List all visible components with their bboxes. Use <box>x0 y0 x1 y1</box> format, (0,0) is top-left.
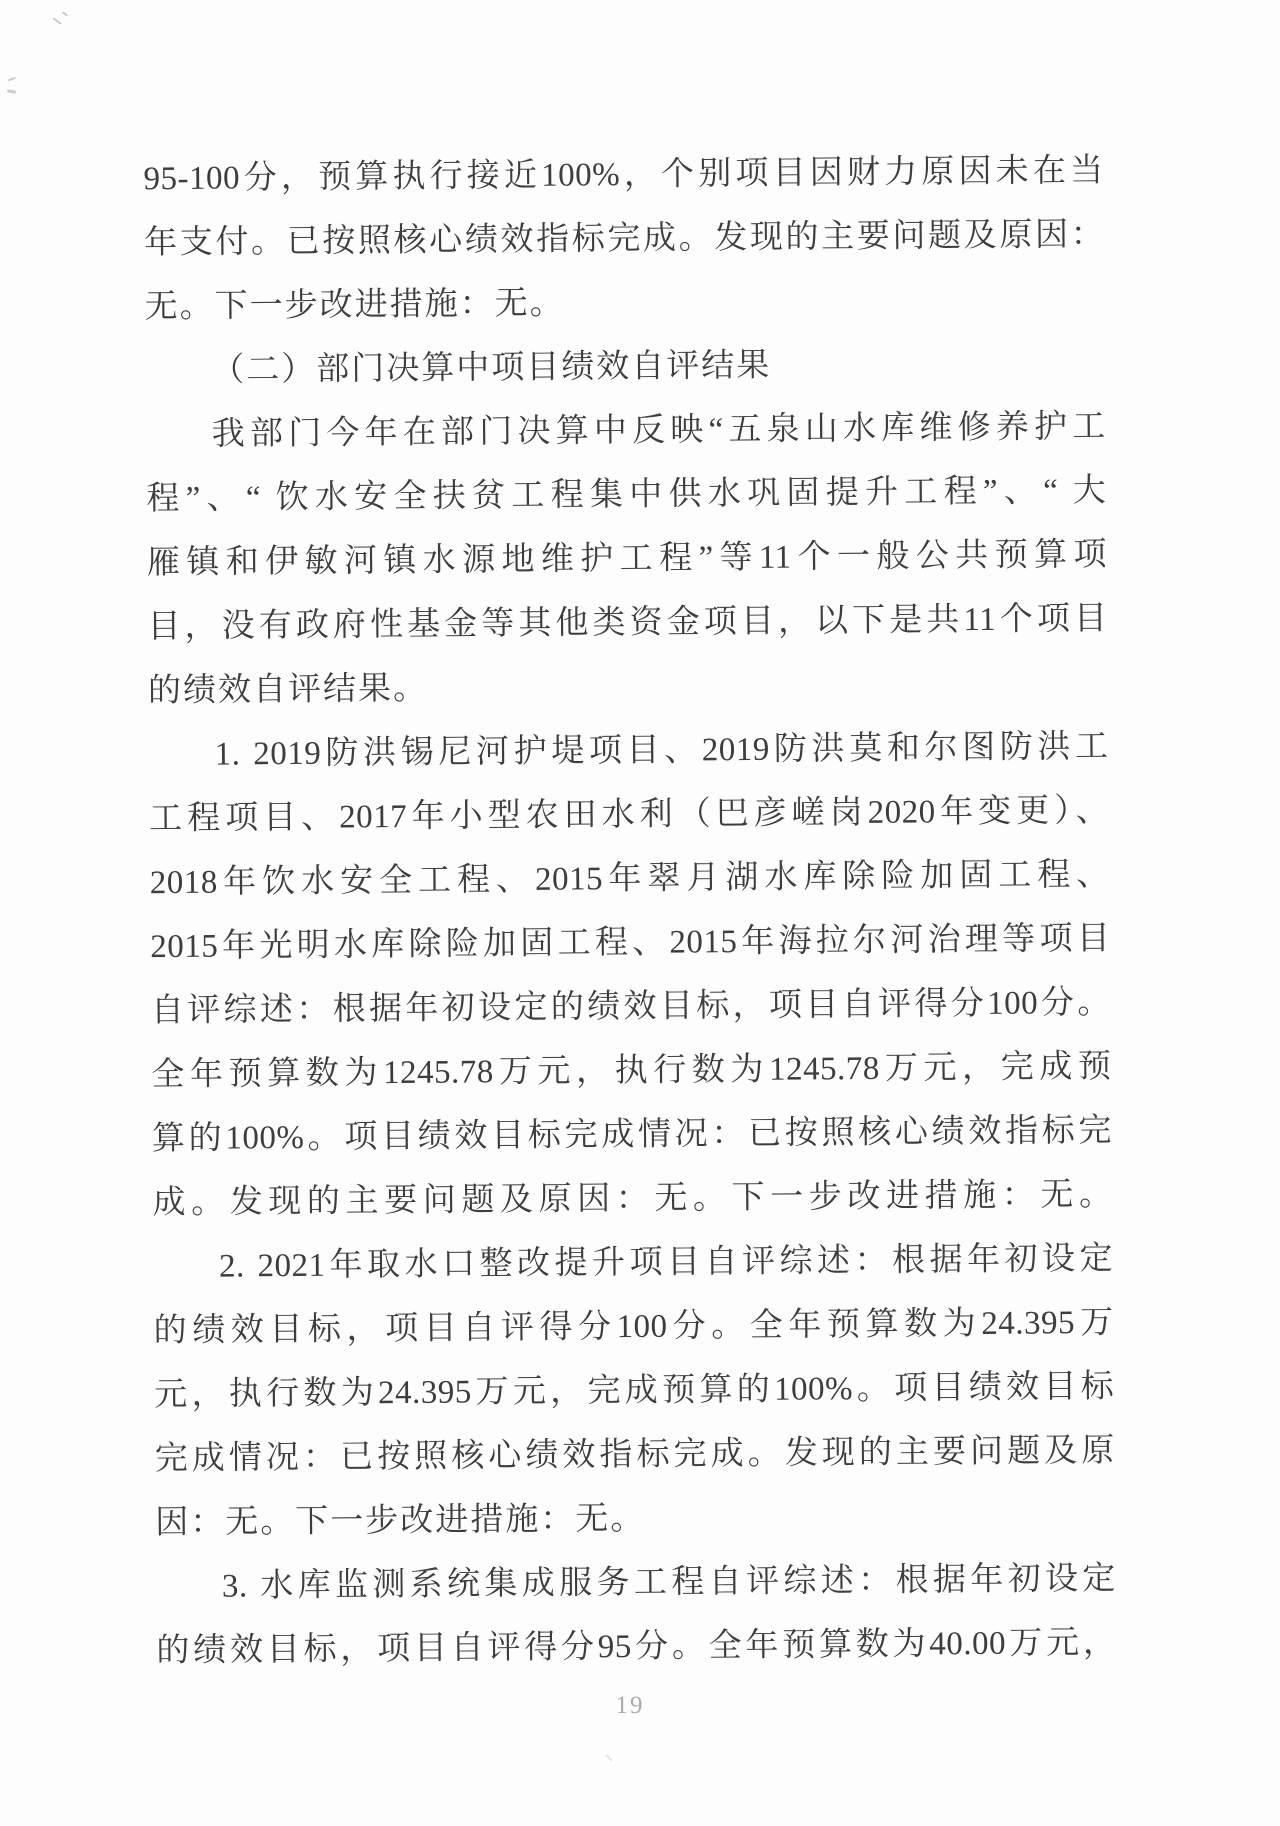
scan-artifact <box>8 77 16 82</box>
text-line: 完成情况：已按照核心绩效指标完成。发现的主要问题及原 <box>154 1432 1115 1478</box>
text-line: 自评综述：根据年初设定的绩效目标，项目自评得分100分。 <box>150 984 1111 1030</box>
text-line: 95-100分，预算执行接近100%，个别项目因财力原因未在当 <box>143 152 1104 198</box>
text-line: 2018年饮水安全工程、2015年翠月湖水库除险加固工程、 <box>149 856 1110 902</box>
text-line: 无。下一步改进措施：无。 <box>144 285 565 326</box>
text-line: 1. 2019防洪锡尼河护堤项目、2019防洪莫和尔图防洪工 <box>214 728 1109 773</box>
text-line: 程”、“ 饮水安全扶贫工程集中供水巩固提升工程”、“ 大 <box>146 472 1107 518</box>
text-line: 算的100%。项目绩效目标完成情况：已按照核心绩效指标完 <box>151 1112 1113 1158</box>
scan-artifact <box>7 89 16 94</box>
text-line: 因：无。下一步改进措施：无。 <box>155 1500 646 1542</box>
text-line: 工程项目、2017年小型农田水利（巴彦嵯岗2020年变更）、 <box>149 792 1110 838</box>
text-line: 3. 水库监测系统集成服务工程自评综述：根据年初设定 <box>221 1560 1117 1605</box>
text-line: 目，没有政府性基金等其他类资金项目，以下是共11个项目 <box>147 600 1108 646</box>
text-line: 2. 2021年取水口整改提升项目自评综述：根据年初设定 <box>218 1240 1114 1285</box>
scan-artifact <box>62 11 68 16</box>
scan-artifact <box>605 1754 612 1761</box>
section-heading: （二）部门决算中项目绩效自评结果 <box>211 347 772 389</box>
text-line: 的绩效目标，项目自评得分95分。全年预算数为40.00万元， <box>156 1624 1117 1670</box>
text-line: 的绩效目标，项目自评得分100分。全年预算数为24.395万 <box>153 1304 1114 1350</box>
page-number: 19 <box>615 1692 645 1719</box>
text-line: 年支付。已按照核心绩效指标完成。发现的主要问题及原因： <box>143 216 1105 262</box>
text-line: 成。发现的主要问题及原因：无。下一步改进措施：无。 <box>152 1176 1113 1222</box>
text-line: 2015年光明水库除险加固工程、2015年海拉尔河治理等项目 <box>150 920 1111 966</box>
document-body <box>143 139 1116 1683</box>
text-line: 雁镇和伊敏河镇水源地维护工程”等11个一般公共预算项 <box>146 536 1108 582</box>
text-line: 元，执行数为24.395万元，完成预算的100%。项目绩效目标 <box>154 1368 1115 1414</box>
text-line: 的绩效自评结果。 <box>147 670 429 710</box>
scan-artifact <box>52 17 61 24</box>
text-line: 我部门今年在部门决算中反映“五泉山水库维修养护工 <box>211 408 1106 453</box>
text-line: 全年预算数为1245.78万元，执行数为1245.78万元，完成预 <box>151 1048 1112 1094</box>
